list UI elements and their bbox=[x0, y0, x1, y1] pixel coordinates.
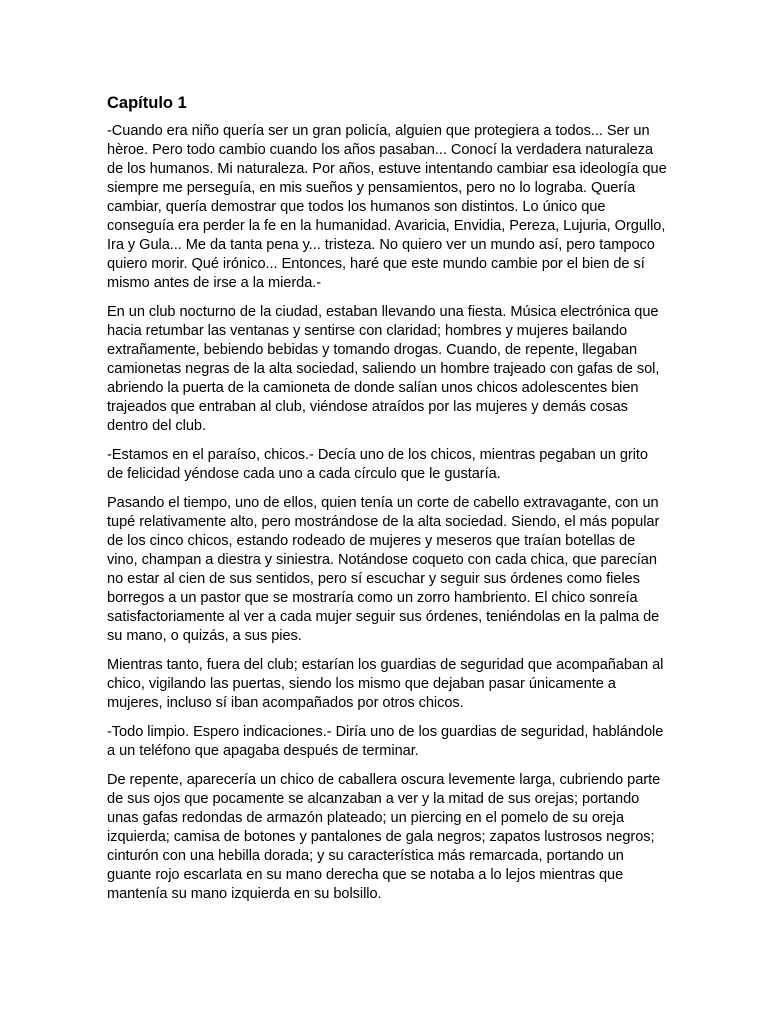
paragraph-7: De repente, aparecería un chico de caballera oscura levemente larga, cubriendo parte de sus ojos que pocamente se alcanzaban a ver y la mitad de sus orejas; portando unas gafas redondas de armazón plateado; un piercing en el pomelo de su oreja izquierda; camisa de botones y pantalones de gala negros; zapatos lustrosos negros; cinturón con una hebilla dorada; y su característica más remarcada, portando un guante rojo escarlata en su mano derecha que se notaba a lo lejos mientras que mantenía su mano izquierda en su bolsillo. bbox=[107, 772, 661, 902]
paragraph-2: En un club nocturno de la ciudad, estaban llevando una fiesta. Música electrónica que hacia retumbar las ventanas y sentirse con claridad; hombres y mujeres bailando extrañamente, bebiendo bebidas y tomando drogas. Cuando, de repente, llegaban camionetas negras de la alta sociedad, saliendo un hombre trajeado con gafas de sol, abriendo la puerta de la camioneta de donde salían unos chicos adolescentes bien trajeados que entraban al club, viéndose atraídos por las mujeres y demás cosas dentro del club. bbox=[107, 304, 660, 434]
document-content bbox=[107, 91, 667, 914]
paragraph-3: -Estamos en el paraíso, chicos.- Decía uno de los chicos, mientras pegaban un grito de felicidad yéndose cada uno a cada círculo que le gustaría. bbox=[107, 447, 648, 482]
paragraph-4: Pasando el tiempo, uno de ellos, quien tenía un corte de cabello extravagante, con un tupé relativamente alto, pero mostrándose de la alta sociedad. Siendo, el más popular de los cinco chicos, estando rodeado de mujeres y meseros que traían botellas de vino, champan a diestra y siniestra. Notándose coqueto con cada chica, que parecían no estar al cien de sus sentidos, pero sí escuchar y seguir sus órdenes como fieles borregos a un pastor que se mostraría como un zorro hambriento. El chico sonreía satisfactoriamente al ver a cada mujer seguir sus órdenes, teniéndolas en la palma de su mano, o quizás, a sus pies. bbox=[107, 495, 660, 644]
paragraph-5: Mientras tanto, fuera del club; estarían los guardias de seguridad que acompañaban al chico, vigilando las puertas, siendo los mismo que dejaban pasar únicamente a mujeres, incluso sí iban acompañados por otros chicos. bbox=[107, 657, 664, 711]
paragraph-6: -Todo limpio. Espero indicaciones.- Diría uno de los guardias de seguridad, hablándole a un teléfono que apagaba después de terminar. bbox=[107, 724, 664, 759]
chapter-title: Capítulo 1 bbox=[107, 94, 187, 112]
paragraph-1: -Cuando era niño quería ser un gran policía, alguien que protegiera a todos... Ser un hèroe. Pero todo cambio cuando los años pasaban... Conocí la verdadera naturaleza de los humanos. Mi naturaleza. Por años, estuve intentando cambiar esa ideología que siempre me perseguía, en mis sueños y pensamientos, pero no lo lograba. Quería cambiar, quería demostrar que todos los humanos son distintos. Lo único que conseguía era perder la fe en la humanidad. Avaricia, Envidia, Pereza, Lujuria, Orgullo, Ira y Gula... Me da tanta pena y... tristeza. No quiero ver un mundo así, pero tampoco quiero morir. Qué irónico... Entonces, haré que este mundo cambie por el bien de sí mismo antes de irse a la mierda.- bbox=[107, 123, 667, 291]
